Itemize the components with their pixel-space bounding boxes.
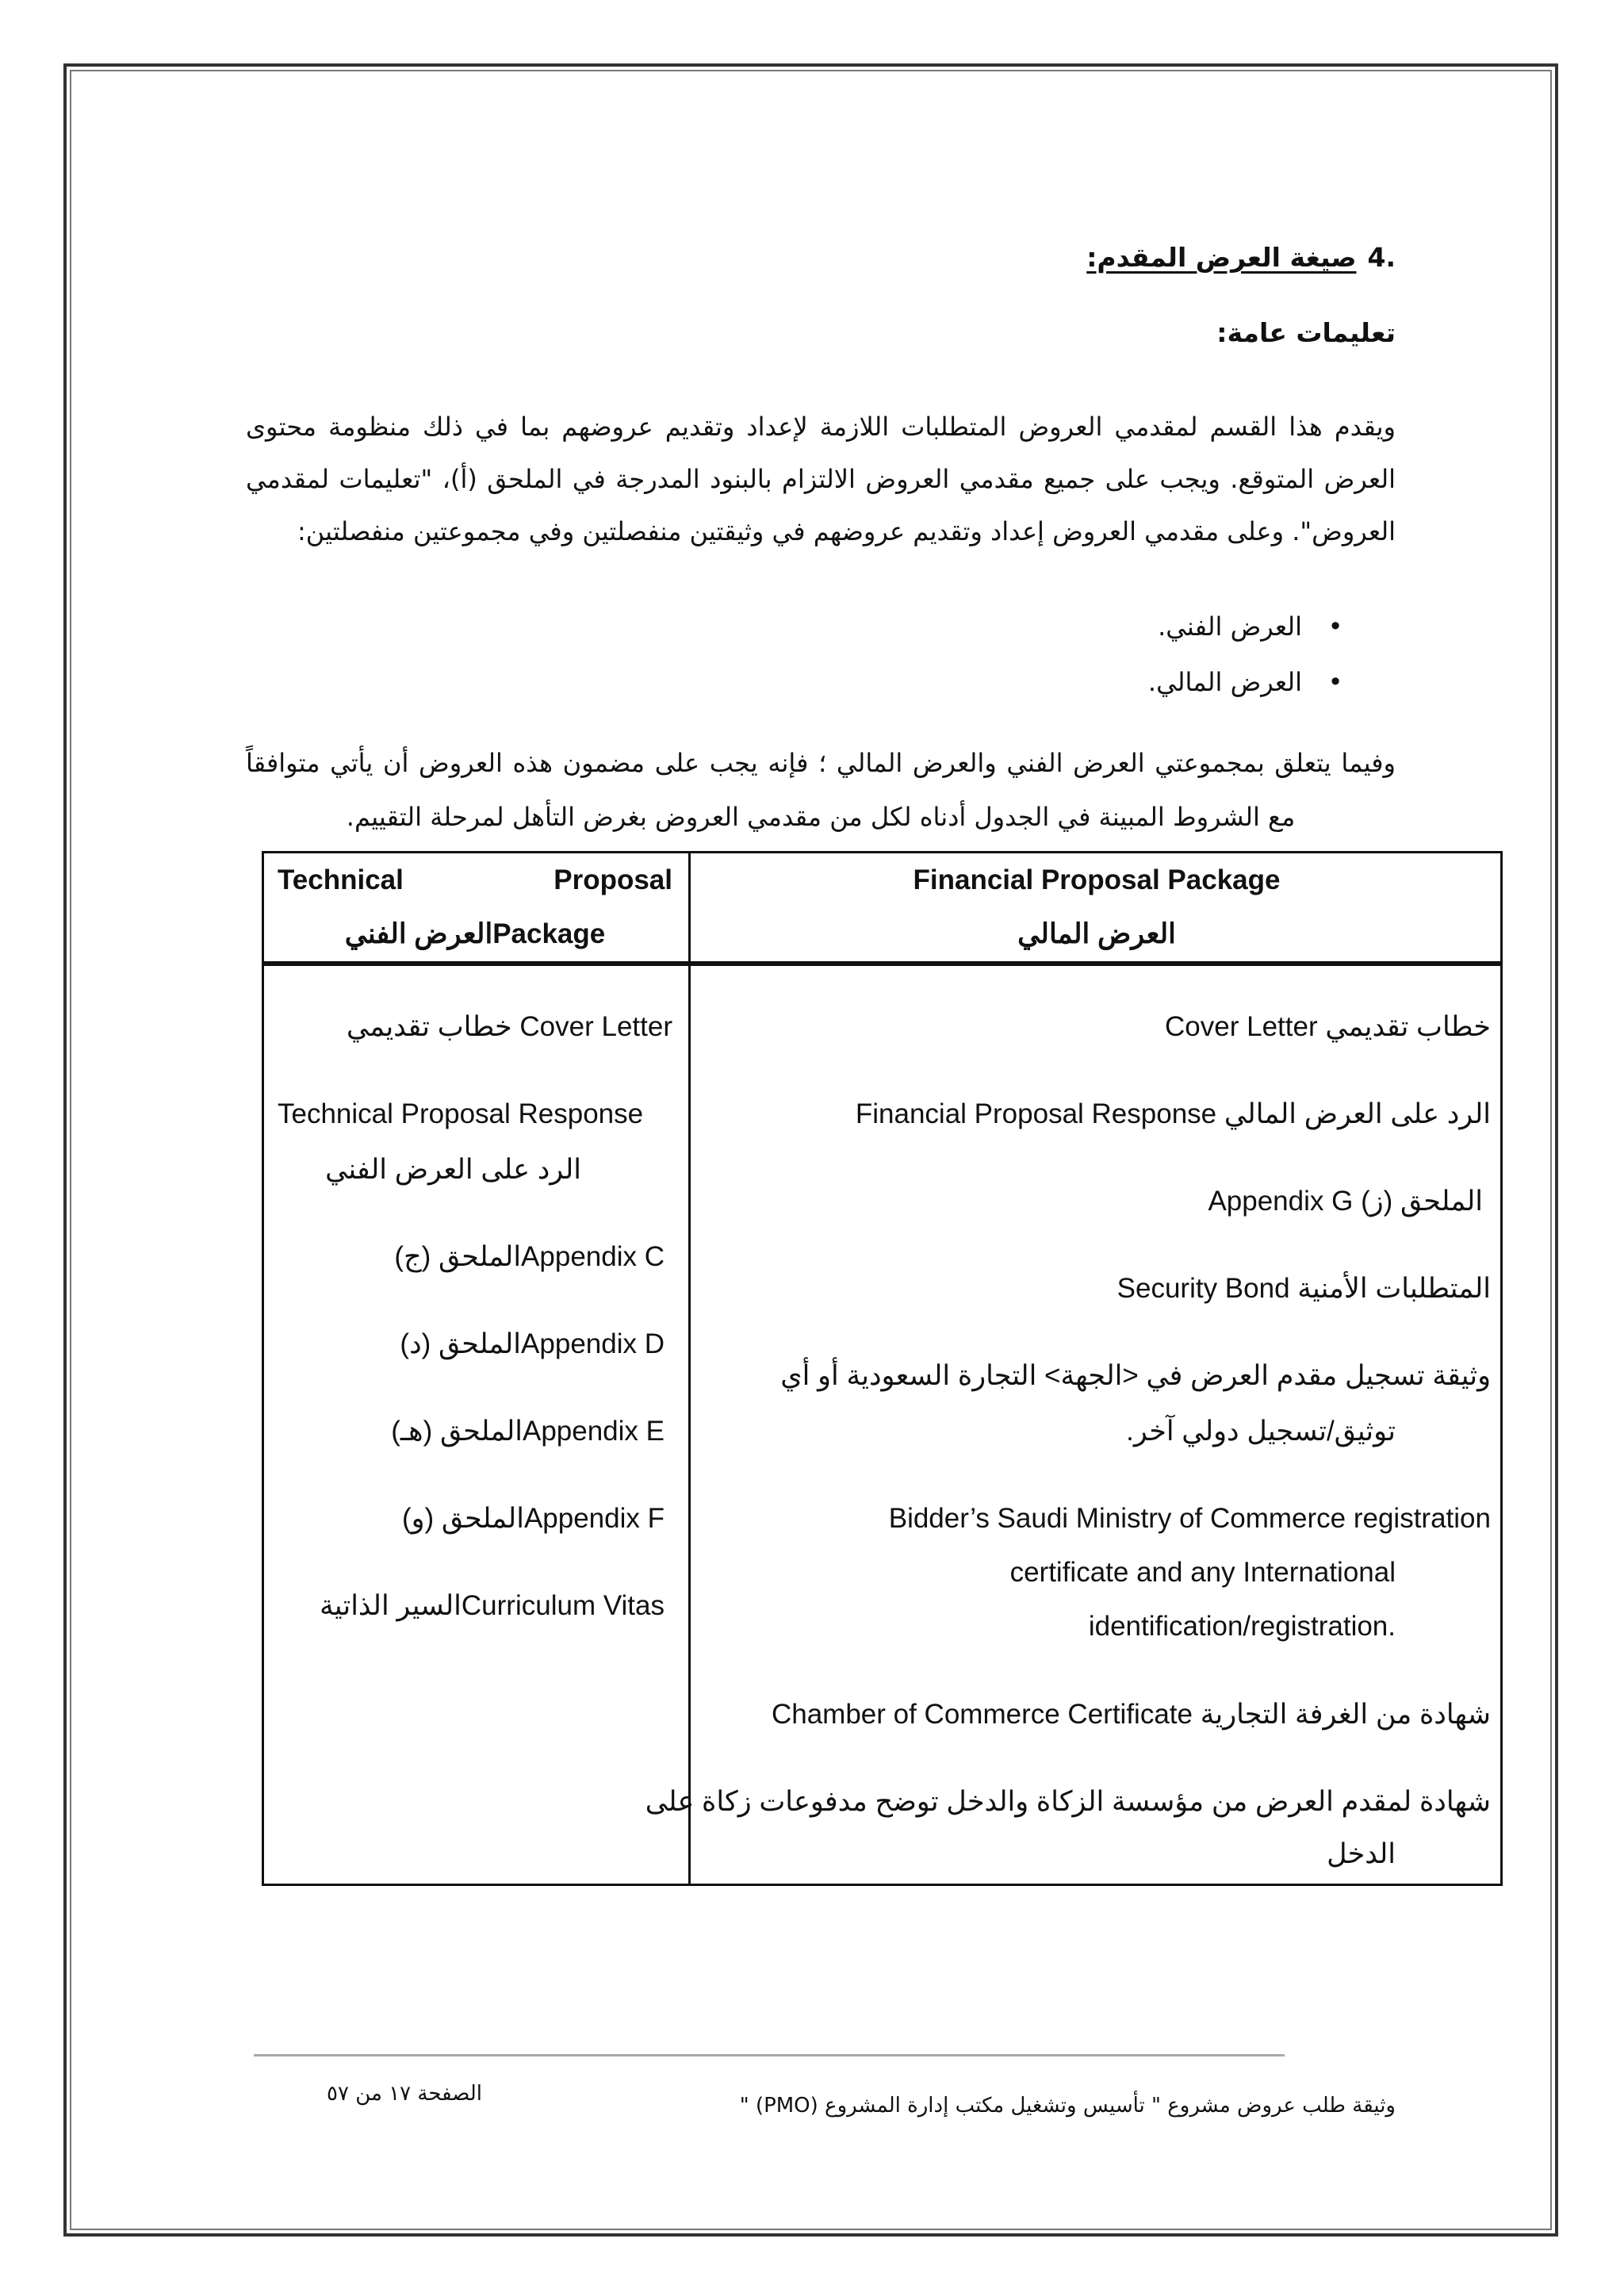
- left-header-proposal: Proposal: [553, 864, 672, 895]
- left-item-cv: Curriculum Vitasالسير الذاتية: [320, 1590, 665, 1621]
- right-header-arabic: العرض المالي: [1017, 918, 1176, 949]
- right-item-chamber-certificate: شهادة من الغرفة التجارية Chamber of Commerce Certificate: [771, 1699, 1491, 1730]
- left-item-appendix-d: Appendix Dالملحق (د): [400, 1328, 665, 1359]
- right-item-registration-en-2: certificate and any International: [1009, 1557, 1396, 1588]
- left-item-appendix-c: Appendix Cالملحق (ج): [394, 1241, 665, 1272]
- right-item-cover-letter: خطاب تقديمي Cover Letter: [1165, 1011, 1491, 1042]
- left-item-technical-response: Technical Proposal Response: [278, 1098, 644, 1129]
- left-item-appendix-f: Appendix Fالملحق (و): [402, 1503, 665, 1534]
- section-subtitle: تعليمات عامة:: [1216, 317, 1396, 348]
- footer-divider: [254, 2054, 1285, 2056]
- section-number: .4: [1367, 242, 1396, 273]
- right-item-zakat-certificate: شهادة لمقدم العرض من مؤسسة الزكاة والدخل توضح مدفوعات زكاة على: [645, 1786, 1491, 1817]
- right-item-security-bond: المتطلبات الأمنية Security Bond: [1116, 1273, 1491, 1304]
- left-header-technical: Technical: [278, 864, 404, 895]
- proposal-type-list: [1148, 599, 1354, 710]
- table-header-rule: [262, 961, 1503, 966]
- left-header-package: Packageالعرض الفني: [344, 918, 606, 949]
- list-item: • العرض الفني.: [1148, 599, 1354, 654]
- right-item-zakat-certificate-2: الدخل: [1327, 1838, 1396, 1869]
- right-item-registration-en: Bidder’s Saudi Ministry of Commerce registration: [888, 1503, 1491, 1534]
- footer-page-number: الصفحة ١٧ من ٥٧: [327, 2082, 482, 2106]
- right-header-title: Financial Proposal Package: [913, 864, 1281, 895]
- table-column-divider: [688, 851, 691, 1886]
- section-title: صيغة العرض المقدم:: [1086, 242, 1357, 273]
- left-item-cover-letter: Cover Letter خطاب تقديمي: [347, 1011, 672, 1042]
- left-item-appendix-e: Appendix Eالملحق (هـ): [391, 1416, 665, 1447]
- requirements-paragraph: وفيما يتعلق بمجموعتي العرض الفني والعرض المالي ؛ فإنه يجب على مضمون هذه العروض أن يأتي متوافقاً مع الشروط المبينة في الجدول أدناه لكل من مقدمي العروض بغرض التأهل لمرحلة التقييم.: [246, 748, 1396, 832]
- right-item-registration-ar: وثيقة تسجيل مقدم العرض في <الجهة> التجارة السعودية أو أي: [780, 1360, 1491, 1391]
- right-item-financial-response: الرد على العرض المالي Financial Proposal Response: [855, 1098, 1491, 1129]
- left-item-technical-response-ar: الرد على العرض الفني: [325, 1154, 581, 1185]
- list-item: • العرض المالي.: [1148, 654, 1354, 710]
- right-item-registration-en-3: identification/registration.: [1088, 1611, 1396, 1642]
- section-heading: [1086, 242, 1396, 273]
- intro-paragraph: ويقدم هذا القسم لمقدمي العروض المتطلبات اللازمة لإعداد وتقديم عروضهم بما في ذلك منظومة محتوى العرض المتوقع. ويجب على جميع مقدمي العروض الالتزام بالبنود المدرجة في الملحق (أ)، "تعليمات لمقدمي العروض". وعلى مقدمي العروض إعداد وتقديم عروضهم في وثيقتين منفصلتين وفي مجموعتين منفصلتين:: [246, 412, 1396, 546]
- footer-document-title: وثيقة طلب عروض مشروع " تأسيس وتشغيل مكتب إدارة المشروع (PMO) ": [739, 2094, 1396, 2118]
- right-item-registration-ar-2: توثيق/تسجيل دولي آخر.: [1126, 1416, 1396, 1447]
- right-item-appendix-g: الملحق (ز) Appendix G: [1208, 1186, 1483, 1217]
